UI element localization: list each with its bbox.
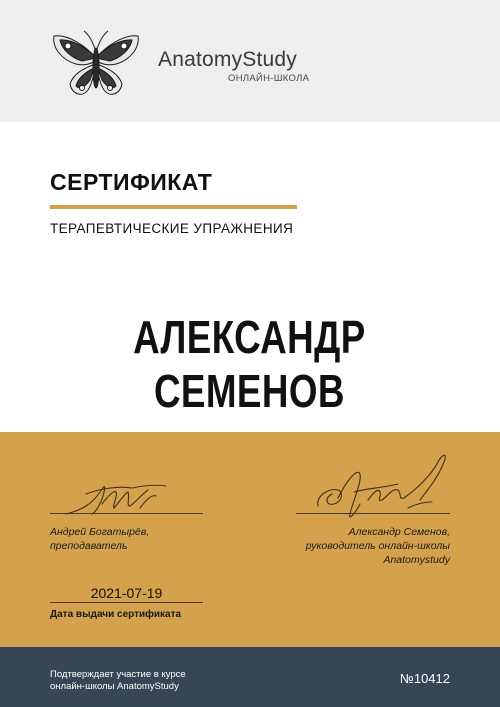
footer-line-1: Подтверждает участие в курсе (50, 669, 186, 680)
certificate-title: СЕРТИФИКАТ (50, 169, 213, 195)
director-signature-line (296, 513, 450, 514)
teacher-signature-line (50, 513, 203, 514)
director-caption (306, 525, 450, 567)
director-school: Anatomystudy (383, 554, 450, 566)
issue-date: 2021-07-19 (90, 585, 163, 601)
title-divider (50, 205, 297, 209)
brand-name: AnatomyStudy (158, 48, 297, 71)
footer (0, 647, 500, 707)
teacher-role: преподаватель (50, 540, 128, 552)
issue-date-line (50, 602, 203, 603)
issue-date-label: Дата выдачи сертификата (50, 609, 182, 620)
butterfly-icon (50, 28, 142, 104)
director-name: Александр Семенов, (348, 526, 450, 538)
brand-subtitle: ОНЛАЙН-ШКОЛА (228, 73, 310, 84)
footer-line-2: онлайн-школы AnatomyStudy (50, 681, 179, 692)
director-role: руководитель онлайн-школы (305, 540, 450, 552)
teacher-signature (62, 474, 182, 524)
footer-confirmation (50, 669, 186, 693)
teacher-name: Андрей Богатырёв, (50, 526, 150, 538)
recipient-name: АЛЕКСАНДР СЕМЕНОВ (133, 311, 366, 417)
header (0, 0, 500, 122)
teacher-caption (50, 525, 149, 553)
certificate-number: №10412 (399, 671, 450, 686)
course-name: ТЕРАПЕВТИЧЕСКИЕ УПРАЖНЕНИЯ (50, 221, 294, 236)
director-signature (308, 448, 468, 528)
